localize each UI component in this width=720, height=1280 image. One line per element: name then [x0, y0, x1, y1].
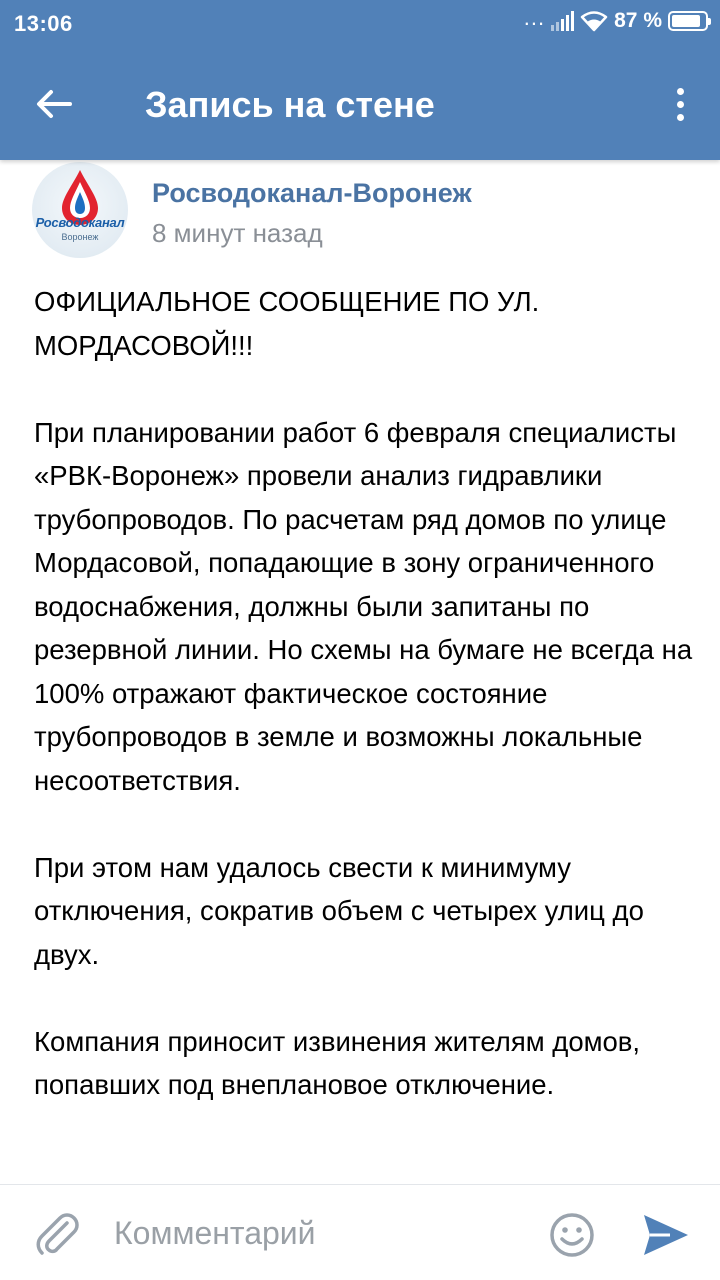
arrow-left-icon [34, 88, 74, 120]
send-icon [640, 1211, 692, 1259]
emoji-button[interactable] [548, 1211, 596, 1259]
post-header [32, 162, 692, 262]
water-drop-logo [32, 162, 128, 258]
comment-bar [0, 1184, 720, 1280]
comment-input[interactable] [114, 1209, 514, 1257]
post-paragraph: При этом нам удалось свести к минимуму отключения, сократив объем с четырех улиц до двух. [34, 851, 644, 970]
status-indicators [523, 5, 708, 33]
more-vertical-icon-dot [677, 101, 684, 108]
post-paragraph: Компания приносит извинения жителям домов, попавших под внеплановое отключение. [34, 1025, 641, 1100]
more-vertical-icon-dot [677, 114, 684, 121]
app-bar [0, 48, 720, 160]
author-name[interactable]: Росводоканал-Воронеж [152, 178, 472, 208]
more-menu-button[interactable] [660, 72, 700, 136]
notification-dots: ... [523, 5, 546, 30]
battery-fill [672, 15, 700, 27]
post-paragraph: При планировании работ 6 февраля специалисты «РВК-Воронеж» провели анализ гидравлики трубопроводов. По расчетам ряд домов по улице Мордасовой, попадающие в зону ограниченного водоснабжения, должны были запитаны по резервной линии. Но схемы на бумаге не всегда на 100% отражают фактическое состояние трубопроводов в земле и возможны локальные несоответствия. [34, 416, 693, 796]
signal-icon [551, 11, 574, 31]
status-time: 13:06 [14, 11, 73, 36]
status-bar [0, 0, 720, 48]
post-paragraph: ОФИЦИАЛЬНОЕ СООБЩЕНИЕ ПО УЛ. МОРДАСОВОЙ!!! [34, 286, 540, 361]
paperclip-icon [30, 1207, 84, 1261]
more-vertical-icon [677, 88, 684, 95]
smiley-icon [548, 1211, 596, 1259]
avatar-logo-name: Росводоканал [35, 215, 125, 230]
wifi-icon [580, 10, 608, 32]
battery-percent: 87 % [614, 9, 662, 32]
post-content [0, 160, 720, 1184]
send-button[interactable] [640, 1211, 692, 1259]
battery-icon [668, 11, 708, 31]
avatar-logo-sub: Воронеж [61, 232, 99, 242]
avatar[interactable] [32, 162, 128, 258]
top-bar [0, 0, 720, 160]
attach-button[interactable] [30, 1207, 84, 1261]
post-time: 8 минут назад [152, 218, 323, 248]
post-text [34, 280, 694, 1150]
page-title: Запись на стене [145, 84, 435, 125]
back-button[interactable] [22, 72, 86, 136]
